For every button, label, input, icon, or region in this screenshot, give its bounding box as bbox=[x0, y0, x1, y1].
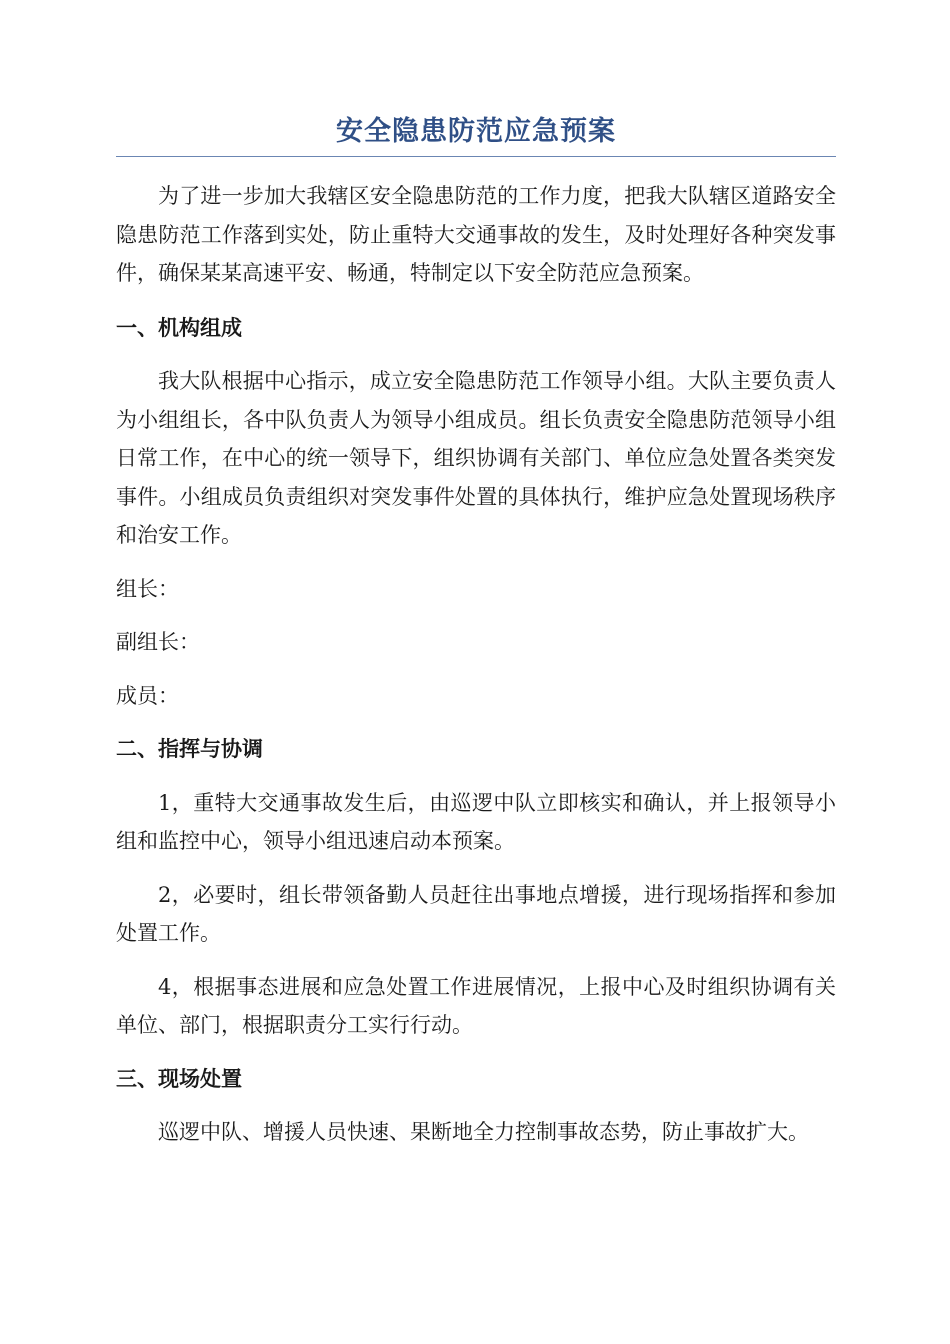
section2-item-1: 1，重特大交通事故发生后，由巡逻中队立即核实和确认，并上报领导小组和监控中心，领导小组迅速启动本预案。 bbox=[116, 790, 836, 853]
section1-heading: 一、机构组成 bbox=[116, 315, 242, 340]
members-label: 成员： bbox=[116, 683, 179, 708]
section3-heading: 三、现场处置 bbox=[116, 1066, 242, 1091]
section2-item-3: 4，根据事态进展和应急处置工作进展情况，上报中心及时组织协调有关单位、部门，根据职责分工实行行动。 bbox=[116, 974, 836, 1037]
deputy-leader-label: 副组长： bbox=[116, 630, 200, 654]
leader-label: 组长： bbox=[116, 576, 179, 601]
section3-body: 巡逻中队、增援人员快速、果断地全力控制事故态势，防止事故扩大。 bbox=[158, 1120, 809, 1144]
document-page bbox=[116, 110, 836, 1152]
section2-item-2: 2，必要时，组长带领备勤人员赶往出事地点增援，进行现场指挥和参加处置工作。 bbox=[116, 882, 836, 945]
section2-heading: 二、指挥与协调 bbox=[116, 737, 263, 761]
intro-paragraph: 为了进一步加大我辖区安全隐患防范的工作力度，把我大队辖区道路安全隐患防范工作落到实处，防止重特大交通事故的发生，及时处理好各种突发事件，确保某某高速平安、畅通，特制定以下安全防范应急预案。 bbox=[116, 184, 836, 285]
section1-body: 我大队根据中心指示，成立安全隐患防范工作领导小组。大队主要负责人为小组组长，各中队负责人为领导小组成员。组长负责安全隐患防范领导小组日常工作，在中心的统一领导下，组织协调有关部门、单位应急处置各类突发事件。小组成员负责组织对突发事件处置的具体执行，维护应急处置现场秩序和治安工作。 bbox=[116, 369, 836, 547]
document-title: 安全隐患防范应急预案 bbox=[116, 110, 836, 157]
